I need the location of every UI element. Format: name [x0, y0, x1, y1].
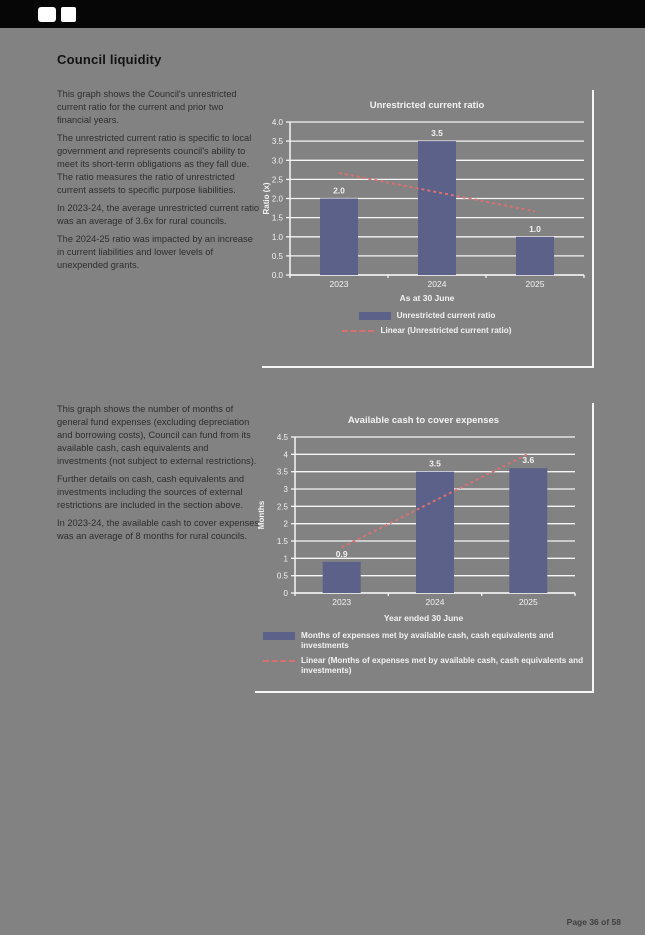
- paragraph: In 2023-24, the available cash to cover expenses was an average of 8 months for rural councils.: [57, 518, 260, 541]
- chart-unrestricted-current-ratio: [262, 90, 594, 368]
- bar: [418, 141, 456, 275]
- chart-legend: [262, 311, 592, 336]
- chart-title: Unrestricted current ratio: [369, 100, 485, 111]
- x-tick-label: 2025: [525, 279, 545, 289]
- paragraph: The 2024-25 ratio was impacted by an increase in current liabilities and lower levels of unexpended grants.: [57, 234, 253, 270]
- chart-legend: [255, 631, 592, 676]
- legend-item: [262, 326, 592, 336]
- chart-plot: [255, 428, 592, 611]
- x-tick-label: 2024: [427, 279, 447, 289]
- y-tick-label: 4.5: [276, 433, 288, 442]
- y-tick-label: 1.0: [271, 232, 283, 242]
- y-tick-label: 2.5: [271, 175, 283, 185]
- legend-bar-swatch: [359, 312, 391, 320]
- bar-label: 2.0: [333, 185, 345, 196]
- legend-label: Unrestricted current ratio: [396, 311, 496, 320]
- paragraph: In 2023-24, the average unrestricted current ratio was an average of 3.6x for rural councils.: [57, 203, 260, 226]
- section1-text: [57, 88, 260, 277]
- y-tick-label: 1.5: [276, 537, 288, 546]
- legend-bar-swatch: [263, 632, 295, 640]
- section2-text: [57, 403, 260, 548]
- paragraph: This graph shows the Council's unrestricted current ratio for the current and prior two financial years.: [57, 89, 237, 125]
- y-tick-label: 0.5: [271, 251, 283, 261]
- legend-item: [263, 656, 592, 676]
- legend-dashed-line-swatch: [263, 660, 295, 662]
- y-tick-label: 4: [283, 450, 288, 460]
- page-number: Page 36 of 58: [566, 917, 621, 927]
- chart-available-cash-to-cover-expenses: [255, 403, 594, 693]
- logo-wordmark: [61, 7, 76, 22]
- header-bar: [0, 0, 645, 28]
- legend-item: [263, 631, 592, 651]
- legend-label: Linear (Unrestricted current ratio): [380, 326, 512, 335]
- legend-label: Months of expenses met by available cash, cash equivalents and investments: [301, 631, 554, 650]
- y-tick-label: 3: [283, 485, 288, 494]
- y-tick-label: 0.5: [276, 571, 288, 581]
- y-tick-label: 0: [283, 589, 288, 598]
- bar-label: 3.5: [429, 458, 441, 469]
- x-axis-title: As at 30 June: [399, 293, 455, 303]
- bar: [323, 562, 361, 593]
- y-tick-label: 4.0: [271, 118, 283, 127]
- chart-title: Available cash to cover expenses: [347, 415, 500, 426]
- paragraph: Further details on cash, cash equivalents and investments including the sources of external restrictions are included in the section above.: [57, 474, 245, 510]
- y-tick-label: 2.0: [271, 194, 283, 204]
- page-title: Council liquidity: [57, 52, 162, 67]
- bar-label: 3.6: [522, 455, 535, 466]
- legend-item: [262, 311, 592, 321]
- x-tick-label: 2024: [425, 597, 445, 607]
- y-tick-label: 3.5: [276, 467, 288, 477]
- y-tick-label: 2.5: [276, 502, 288, 512]
- bar: [320, 199, 358, 276]
- y-tick-label: 0.0: [271, 271, 283, 280]
- paragraph: This graph shows the number of months of general fund expenses (excluding depreciation and borrowing costs), Council can fund from its available cash, cash equivalents and investments (not subject to external restrictions).: [57, 404, 257, 466]
- bar-label: 3.5: [431, 128, 443, 139]
- bar: [509, 468, 547, 593]
- bar-label: 1.0: [529, 223, 541, 234]
- y-axis-title: Months: [257, 500, 266, 530]
- y-tick-label: 1.5: [271, 213, 283, 223]
- bar-label: 0.9: [335, 548, 348, 559]
- bar: [416, 472, 454, 593]
- y-axis-title: Ratio (x): [262, 182, 271, 215]
- x-axis-title: Year ended 30 June: [383, 613, 464, 623]
- legend-label: Linear (Months of expenses met by available cash, cash equivalents and investments): [301, 656, 584, 675]
- x-tick-label: 2025: [518, 597, 538, 607]
- chart-plot: [262, 113, 592, 291]
- y-tick-label: 1: [283, 554, 288, 564]
- y-tick-label: 2: [283, 519, 288, 529]
- paragraph: The unrestricted current ratio is specific to local government and represents council's ability to meet its short-term obligations as they fall due. The ratio measures the ratio of unrestricted current assets to specific purpose liabilities.: [57, 133, 252, 195]
- x-tick-label: 2023: [329, 279, 349, 289]
- logo-icon: [38, 7, 56, 22]
- y-tick-label: 3.0: [271, 156, 283, 166]
- bar: [516, 237, 554, 275]
- x-tick-label: 2023: [332, 597, 352, 607]
- legend-dashed-line-swatch: [342, 330, 374, 332]
- y-tick-label: 3.5: [271, 137, 283, 147]
